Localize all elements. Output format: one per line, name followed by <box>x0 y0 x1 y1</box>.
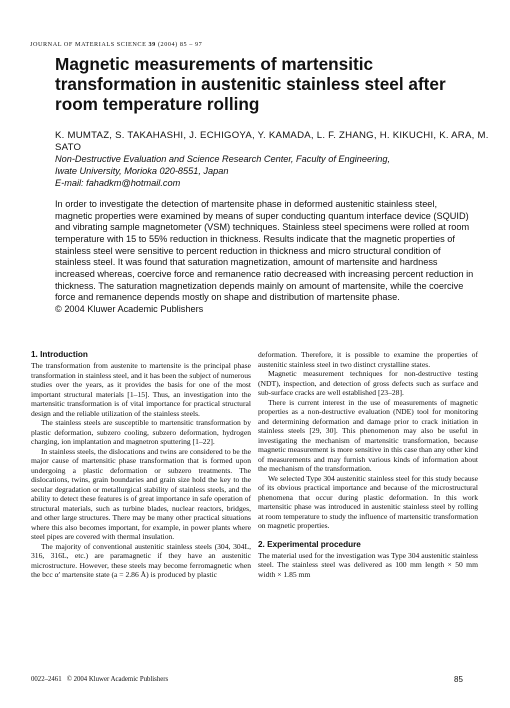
author-list: K. MUMTAZ, S. TAKAHASHI, J. ECHIGOYA, Y. KAMADA, L. F. ZHANG, H. KIKUCHI, K. ARA, M. SATO <box>55 130 489 153</box>
page-number: 85 <box>454 675 463 684</box>
intro-paragraph-3: In stainless steels, the dislocations and twins are considered to be the major cause of martensitic phase transformation that is formed upon undergoing a plastic deformation or subzero treatments. The dislocations, twins, grain boundaries and grain size hold the key to the secular degradation or metallurgical stability of stainless steels, and the ability to detect these features is of great importance in safe operation of structural materials, such as turbine blades, nuclear reactors, bridges, and other large structures. There may be many other practical situations where this also becomes important, for example, in power plants where steel pipes are covered with thermal insulation. <box>31 446 251 541</box>
footer-copyright: © 2004 Kluwer Academic Publishers <box>66 676 169 683</box>
experimental-paragraph-1: The material used for the investigation was Type 304 austenitic stainless steel. The stainless steel was delivered as 100 mm length × 50 mm width × 1.85 mm <box>258 550 478 579</box>
journal-running-header <box>30 41 490 48</box>
page-footer <box>31 676 479 683</box>
affiliation-line-1: Non-Destructive Evaluation and Science Research Center, Faculty of Engineering, <box>55 154 391 164</box>
intro-paragraph-1: The transformation from austenite to martensite is the principal phase transformation in stainless steel, and it has been the subject of numerous studies over the years, as it provides the basis for one of the most important structural materials [1–15]. Thus, an investigation into the martensitic transformation is of vital importance for practical structural design and the reliable utilization of the stainless steels. <box>31 361 251 418</box>
journal-year-pages: (2004) 85 – 97 <box>157 41 203 48</box>
affiliation-block <box>55 154 495 189</box>
affiliation-email: E-mail: fahadkm@hotmail.com <box>55 177 181 188</box>
right-paragraph-3: There is current interest in the use of measurements of magnetic properties as a non-destructive evaluation (NDE) tool for monitoring and determining deformation and damage prior to crack initiation in stainless steels [29, 30]. This phenomenon may also be useful in investigating the mechanism of martensitic transformation, because magnetic measurement is more sensitive in this case than any other kind of measurements and may furnish various kinds of information about the mechanism of the transformation. <box>258 397 478 473</box>
section-heading-introduction: 1. Introduction <box>31 350 88 359</box>
abstract-copyright: © 2004 Kluwer Academic Publishers <box>55 303 204 314</box>
section-heading-experimental: 2. Experimental procedure <box>258 539 361 549</box>
journal-name: JOURNAL OF MATERIALS SCIENCE <box>30 41 147 48</box>
footer-issn: 0022–2461 <box>31 676 62 683</box>
right-column <box>258 350 478 579</box>
abstract <box>55 199 475 316</box>
right-paragraph-1: deformation. Therefore, it is possible to examine the properties of austenitic stainless steel in two distinct crystalline states. <box>258 350 478 369</box>
right-paragraph-2: Magnetic measurement techniques for non-destructive testing (NDT), inspection, and detection of gross defects such as surface and sub-surface cracks are well established [23–28]. <box>258 369 478 397</box>
journal-volume: 39 <box>148 41 156 48</box>
intro-paragraph-2: The stainless steels are susceptible to martensitic transformation by plastic deformation, subzero cooling, subzero deformation, hydrogen charging, ion implantation and magnetron sputtering [1–22]. <box>31 418 251 446</box>
abstract-text: In order to investigate the detection of martensite phase in deformed austenitic stainless steel, magnetic properties were examined by means of super conducting quantum interface device (SQUID) and vibrating sample magnetometer (VSM) techniques. Stainless steel specimens were rolled at room temperature with 15 to 55% reduction in thickness. Results indicate that the magnetic properties of stainless steel were sensitive to percent reduction in thickness and micro structural condition of stainless steel. It was found that saturation magnetization, amount of martensite and hardness increased whereas, coercive force and remanence ratio decreased with increasing percent reduction in thickness. The saturation magnetization depends mainly on amount of martensite, while the coercive force and remanence depends mostly on shape and distribution of martensite phase. <box>55 199 474 303</box>
left-column <box>31 350 251 580</box>
intro-paragraph-4: The majority of conventional austenitic stainless steels (304, 304L, 316, 316L, etc.) are paramagnetic if they have an austenitic microstructure. However, these steels may become ferromagnetic when the bcc α′ martensite state (a = 2.86 Å) is produced by plastic <box>31 541 251 579</box>
right-paragraph-4: We selected Type 304 austenitic stainless steel for this study because of its obvious practical importance and because of the microstructural phenomena that occur during plastic deformation. In this work martensitic phase was introduced in austenitic stainless steel by rolling at room temperature to study the influence of martensitic transformation on magnetic properties. <box>258 473 478 530</box>
paper-title: Magnetic measurements of martensitic transformation in austenitic stainless steel after room temperature rolling <box>55 54 446 114</box>
affiliation-line-2: Iwate University, Morioka 020-8551, Japan <box>55 165 229 176</box>
